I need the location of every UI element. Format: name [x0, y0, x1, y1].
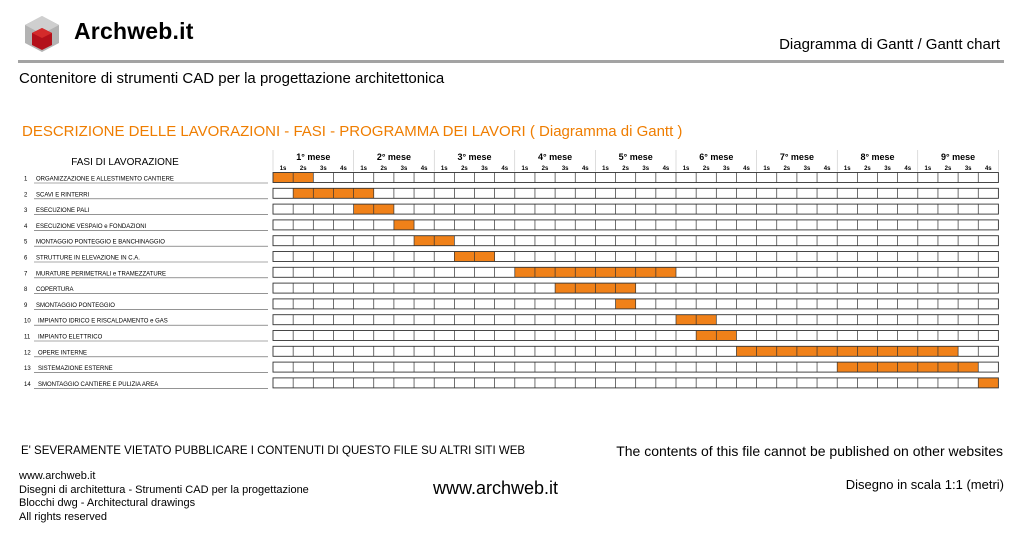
task-bar	[837, 362, 978, 372]
task-label: SMONTAGGIO CANTIERE E PULIZIA AREA	[38, 381, 159, 388]
week-label: 1s	[602, 166, 609, 172]
task-label: SISTEMAZIONE ESTERNE	[38, 366, 113, 373]
task-bar	[394, 220, 414, 230]
task-number: 3	[24, 208, 28, 215]
week-label: 1s	[521, 166, 529, 172]
task-number: 12	[24, 350, 31, 357]
week-label: 2s	[380, 166, 388, 172]
page-title: Diagramma di Gantt / Gantt chart	[779, 36, 1000, 53]
week-label: 3s	[803, 166, 811, 172]
week-label: 2s	[541, 166, 549, 172]
week-label: 4s	[340, 166, 347, 172]
footer-line: Disegni di architettura - Strumenti CAD per la progettazione	[19, 483, 309, 496]
scale-note: Disegno in scala 1:1 (metri)	[845, 477, 1004, 492]
task-bar	[616, 299, 636, 309]
task-bar	[978, 378, 998, 388]
week-label: 2s	[864, 166, 871, 172]
week-label: 4s	[823, 166, 831, 172]
chart-title: DESCRIZIONE DELLE LAVORAZIONI - FASI - PROGRAMMA DEI LAVORI ( Diagramma di Gantt )	[22, 123, 683, 140]
footer-url: www.archweb.it	[433, 478, 559, 498]
week-label: 1s	[763, 166, 771, 172]
week-label: 4s	[662, 166, 670, 172]
task-number: 7	[24, 271, 28, 278]
task-label: SCAVI E RINTERRI	[36, 192, 90, 199]
task-label: STRUTTURE IN ELEVAZIONE IN C.A.	[36, 255, 140, 262]
task-number: 9	[24, 302, 28, 309]
week-label: 3s	[884, 166, 891, 172]
month-label: 3° mese	[457, 152, 492, 162]
week-label: 1s	[440, 166, 448, 172]
brand-name: Archweb.it	[74, 18, 194, 44]
task-label: ORGANIZZAZIONE E ALLESTIMENTO CANTIERE	[36, 176, 174, 183]
task-label: IMPIANTO IDRICO E RISCALDAMENTO e GAS	[38, 318, 168, 325]
month-label: 1° mese	[296, 152, 331, 162]
task-label: ESECUZIONE VESPAIO e FONDAZIONI	[36, 223, 147, 230]
footer-line: Blocchi dwg - Architectural drawings	[19, 497, 196, 509]
footer-line: www.archweb.it	[19, 470, 96, 482]
month-label: 9° mese	[941, 152, 976, 162]
task-number: 13	[24, 366, 31, 373]
week-label: 3s	[400, 166, 408, 172]
task-number: 2	[24, 192, 28, 199]
month-label: 8° mese	[860, 152, 895, 162]
week-label: 3s	[481, 166, 488, 172]
week-label: 2s	[783, 166, 791, 172]
week-label: 3s	[964, 166, 972, 172]
week-label: 3s	[561, 166, 569, 172]
notice-english: The contents of this file cannot be published on other websites	[616, 443, 1003, 459]
week-label: 2s	[622, 166, 629, 172]
task-label: COPERTURA	[36, 287, 74, 294]
week-label: 4s	[743, 166, 750, 172]
footer-line: All rights reserved	[19, 510, 108, 523]
week-label: 2s	[461, 166, 468, 172]
week-label: 1s	[843, 166, 851, 172]
week-label: 1s	[924, 166, 932, 172]
task-number: 10	[24, 318, 31, 325]
footer-info	[19, 470, 309, 524]
week-label: 3s	[642, 166, 650, 172]
month-label: 4° mese	[538, 152, 573, 162]
task-label: IMPIANTO ELETTRICO	[38, 334, 103, 341]
month-label: 6° mese	[699, 152, 734, 162]
notice-italian: E' SEVERAMENTE VIETATO PUBBLICARE I CONTENUTI DI QUESTO FILE SU ALTRI SITI WEB	[21, 445, 526, 457]
week-label: 1s	[360, 166, 368, 172]
task-label: MURATURE PERIMETRALI e TRAMEZZATURE	[36, 271, 167, 278]
week-label: 3s	[320, 166, 327, 172]
task-number: 4	[24, 223, 28, 230]
week-label: 4s	[984, 166, 992, 172]
month-label: 7° mese	[779, 152, 814, 162]
month-label: 5° mese	[618, 152, 653, 162]
week-label: 2s	[702, 166, 710, 172]
week-label: 4s	[904, 166, 912, 172]
task-label: SMONTAGGIO PONTEGGIO	[36, 302, 115, 309]
task-number: 8	[24, 287, 28, 294]
page-subtitle: Contenitore di strumenti CAD per la progettazione architettonica	[19, 70, 445, 87]
week-label: 4s	[501, 166, 509, 172]
task-column-header: FASI DI LAVORAZIONE	[71, 157, 179, 168]
week-label: 4s	[420, 166, 428, 172]
task-label: MONTAGGIO PONTEGGIO E BANCHINAGGIO	[36, 239, 165, 246]
task-number: 14	[24, 381, 31, 388]
week-label: 2s	[944, 166, 952, 172]
task-label: OPERE INTERNE	[38, 350, 88, 357]
task-number: 1	[24, 176, 28, 183]
task-bar	[736, 346, 958, 356]
week-label: 1s	[279, 166, 287, 172]
week-label: 1s	[682, 166, 690, 172]
week-label: 4s	[581, 166, 589, 172]
task-number: 6	[24, 255, 28, 262]
week-label: 3s	[723, 166, 730, 172]
task-number: 5	[24, 239, 28, 246]
month-label: 2° mese	[376, 152, 411, 162]
task-number: 11	[24, 334, 31, 341]
task-label: ESECUZIONE PALI	[36, 208, 90, 215]
week-label: 2s	[299, 166, 307, 172]
